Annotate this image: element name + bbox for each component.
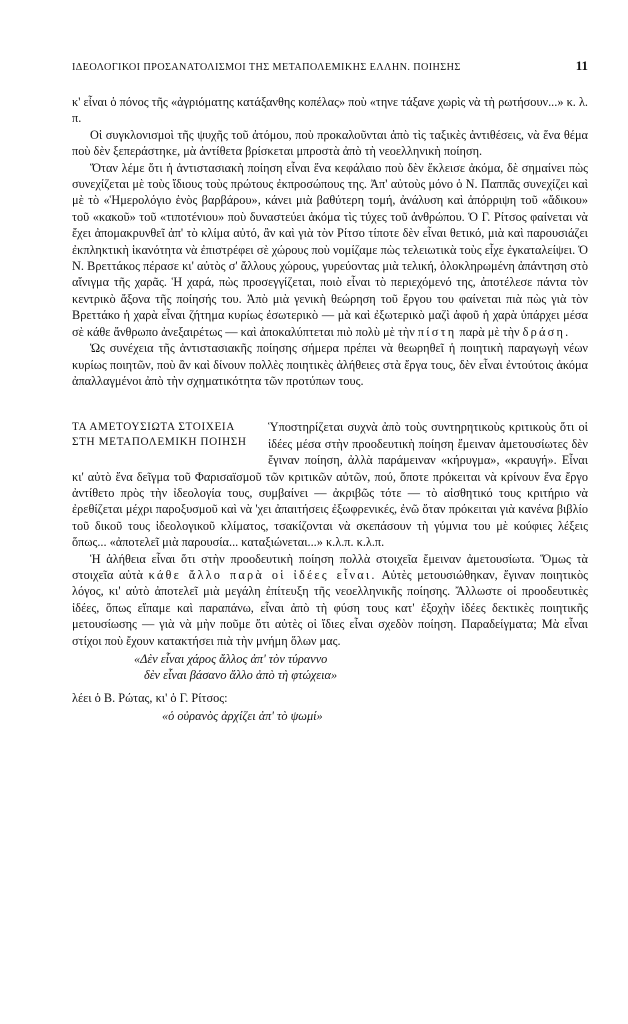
paragraph-3-mid: παρὰ μὲ τὴν — [459, 324, 520, 339]
section-gap — [72, 389, 588, 419]
main-text — [72, 94, 588, 649]
section-heading-line-1: ΤΑ ΑΜΕΤΟΥΣΙΩΤΑ ΣΤΟΙΧΕΙΑ — [72, 421, 235, 434]
section-paragraph-1: Ὑποστηρίζεται συχνὰ ἀπὸ τοὺς συντηρητικοὺς κριτικοὺς ὅτι οἱ ἰδέες μέσα στὴν προοδευτικὴ ποίηση ἔμειναν ἀμετουσίωτες δὲν ἔγιναν ποίηση, ἀλλὰ παράμειναν «κήρυγμα», «κραυγή». Εἶναι κι' αὐτὸ ἕνα δεῖγμα τοῦ Φαρισαϊσμοῦ τῶν κριτικῶν αὐτῶν, πού, ὅποτε πρόκειται νὰ κρίνουν ἕνα ἔργο ἀντίθετο πρὸς τὴν ἰδεολογία τους, συμβαίνει — ἀκριβῶς τότε — τὸ αἰσθητικό τους κριτήριο νὰ ἐρεθίζεται μέχρι παροξυσμοῦ καὶ νὰ 'χει ἀπαιτήσεις ἐξωφρενικές, ἐνῶ ὅταν πρόκειται γιὰ κανένα βιβλίο τοῦ δικοῦ τους ἰδεολογικοῦ κλίματος, τσακίζονται νὰ σκεπάσουν τὴ γύμνια του μὲ κούφιες λέξεις ὅπως... «ἀποτελεῖ μιὰ παρουσία... καταξιώνεται...» κ.λ.π. κ.λ.π. — [72, 420, 588, 550]
paragraph-3 — [72, 160, 588, 340]
section-heading — [72, 420, 258, 450]
section-paragraph-2-start: Ἡ ἀλήθεια εἶναι ὅτι στὴν προοδευτικὴ ποίηση πολλὰ στοιχεῖα ἔμειναν ἀμετουσίωτα. Ὅμως τὰ στοιχεῖα αὐτὰ — [72, 551, 588, 582]
paragraph-3-text: Ὅταν λέμε ὅτι ἡ ἀντιστασιακὴ ποίηση εἶναι ἕνα κεφάλαιο ποὺ δὲν ἔκλεισε ἀκόμα, δὲ σημαίνει πὼς συνεχίζεται μὲ τοὺς ἴδιους τοὺς πρώτους ἐκπροσώπους της. Ἀπ' αὐτοὺς μόνο ὁ Ν. Παππᾶς συνεχίζει καὶ μὲ τὸ «Ἡμερολόγιο ἑνὸς βαρβάρου», κάνει μιὰ βαθύτερη τομή, ἀνάλυση καὶ ἀπόρριψη τοῦ «ἄδικου» τοῦ «κακοῦ» τοῦ «τιποτένιου» ποὺ δυναστεύει ἀκόμα τὶς τύχες τοῦ ἀνθρώπου. Ὁ Γ. Ρίτσος φαίνεται νὰ ἔχει ἀπομακρυνθεῖ ἀπ' τὸ κλίμα αὐτό, ἂν καὶ γιὰ τὸν Ρίτσο τίποτε δὲν εἶναι θετικό, μιὰ καὶ παρουσιάζει ἐκπληκτικὴ ἱκανότητα νὰ ἐπιστρέφει σὲ χώρους ποὺ νομίζαμε πὼς τελειωτικὰ τοὺς εἶχε ἐγκαταλείψει. Ὁ Ν. Βρεττάκος πέρασε κι' αὐτὸς σ' ἄλλους χώρους, γυρεύοντας μιὰ τελική, ὁλοκληρωμένη ἀπάντηση στὸ αἴνιγμα τῆς χαρᾶς. Ἡ χαρά, πὼς προσεγγίζεται, ποιὸ εἶναι τὸ περιεχόμενό της, ἀποτέλεσε πάντα τὸν κεντρικὸ ἄξονα τῆς ποίησής του. Ἀπὸ μιὰ γενικὴ θεώρηση τοῦ ἔργου του φαίνεται πιὰ πὼς γιὰ τὸν Βρεττάκο ἡ χαρὰ εἶναι ζήτημα κυρίως ἐσωτερικὸ — μὰ καὶ ἐξωτερικὸ μαζὶ ἀφοῦ ἡ χαρὰ ὑπάρχει μέσα σὲ κάθε ἄνθρωπο ἀνεξαιρέτως — καὶ ἀποκαλύπτεται πιὸ πολὺ μὲ τὴν — [72, 160, 588, 339]
running-head — [72, 58, 588, 74]
quote-rotas-line-2: δὲν εἶναι βάσανο ἄλλο ἀπὸ τὴ φτώχεια» — [144, 668, 338, 683]
paragraph-2: Οἱ συγκλονισμοὶ τῆς ψυχῆς τοῦ ἀτόμου, ποὺ προκαλοῦνται ἀπὸ τὶς ταξικὲς ἀντιθέσεις, νὰ ἕνα θέμα ποὺ δὲν ξεπεράστηκε, μὰ ἀντίθετα βρίσκεται μπροστὰ ἀπὸ τὴ νεοελληνικὴ ποίηση. — [72, 127, 588, 159]
section-paragraph-2-end: Αὐτὲς μετουσιώθηκαν, ἔγιναν ποιητικὸς λόγος, κι' αὐτὸ ἀποτελεῖ μιὰ μεγάλη ἐπίτευξη τῆς νεοελληνικῆς ποίησης. Ἄλλωστε οἱ προοδευτικὲς ἰδέες, ὅπως εἴπαμε καὶ παραπάνω, εἶναι ἀπὸ τὴ φύση τους κατ' ἐξοχὴν ἰδέες δεκτικὲς ποιητικῆς μετουσίωσης — γιὰ νὰ μὴν ποῦμε ὅτι αὐτὲς οἱ ἴδιες εἶναι σχεδὸν ποίηση. Παραδείγματα; Μὰ εἶναι στίχοι ποὺ ἔχουν κατακτήσει πιὰ τὴν μνήμη ὅλων μας. — [72, 567, 588, 648]
spaced-word-pisti: πίστη — [417, 324, 457, 339]
paragraph-1: κ' εἶναι ὁ πόνος τῆς «ἀγριόματης κατάξανθης κοπέλας» ποὺ «τηνε τάξανε χωρὶς νὰ τὴ ρωτήσουν...» κ. λ. π. — [72, 95, 588, 126]
section-paragraph-2-spaced: κάθε ἄλλο παρὰ οἱ ἰδέες εἶναι. — [148, 567, 377, 582]
quote-rotas-line-1: «Δὲν εἶναι χάρος ἄλλος ἀπ' τὸν τύραννο — [134, 652, 328, 666]
section-heading-line-2: ΣΤΗ ΜΕΤΑΠΟΛΕΜΙΚΗ ΠΟΙΗΣΗ — [72, 436, 247, 449]
page-number: 11 — [575, 58, 588, 73]
running-head-title: ΙΔΕΟΛΟΓΙΚΟΙ ΠΡΟΣΑΝΑΤΟΛΙΣΜΟΙ ΤΗΣ ΜΕΤΑΠΟΛΕΜΙΚΗΣ ΕΛΛΗΝ. ΠΟΙΗΣΗΣ — [72, 62, 461, 73]
quote-rotas — [72, 651, 588, 684]
attribution: λέει ὁ Β. Ρώτας, κι' ὁ Γ. Ρίτσος: — [72, 690, 228, 705]
spaced-word-drasi: δράση. — [522, 324, 571, 339]
section-paragraph-2 — [72, 551, 588, 649]
quote-ritsos — [72, 708, 588, 724]
quote-ritsos-line-1: «ὁ οὐρανὸς ἀρχίζει ἀπ' τὸ ψωμί» — [162, 709, 323, 724]
paragraph-4: Ὡς συνέχεια τῆς ἀντιστασιακῆς ποίησης σήμερα πρέπει νὰ θεωρηθεῖ ἡ ποιητικὴ παραγωγὴ νέων κυρίως ποιητῶν, ποὺ ἂν καὶ δίνουν πολλὲς ποιητικὲς ἀλήθειες στὰ ἔργα τους, δὲν εἶναι ἐντούτοις ἀκόμα ἀπαλλαγμένοι ἀπὸ τὴν σχηματικότητα τῶν προτύπων τους. — [72, 341, 588, 388]
